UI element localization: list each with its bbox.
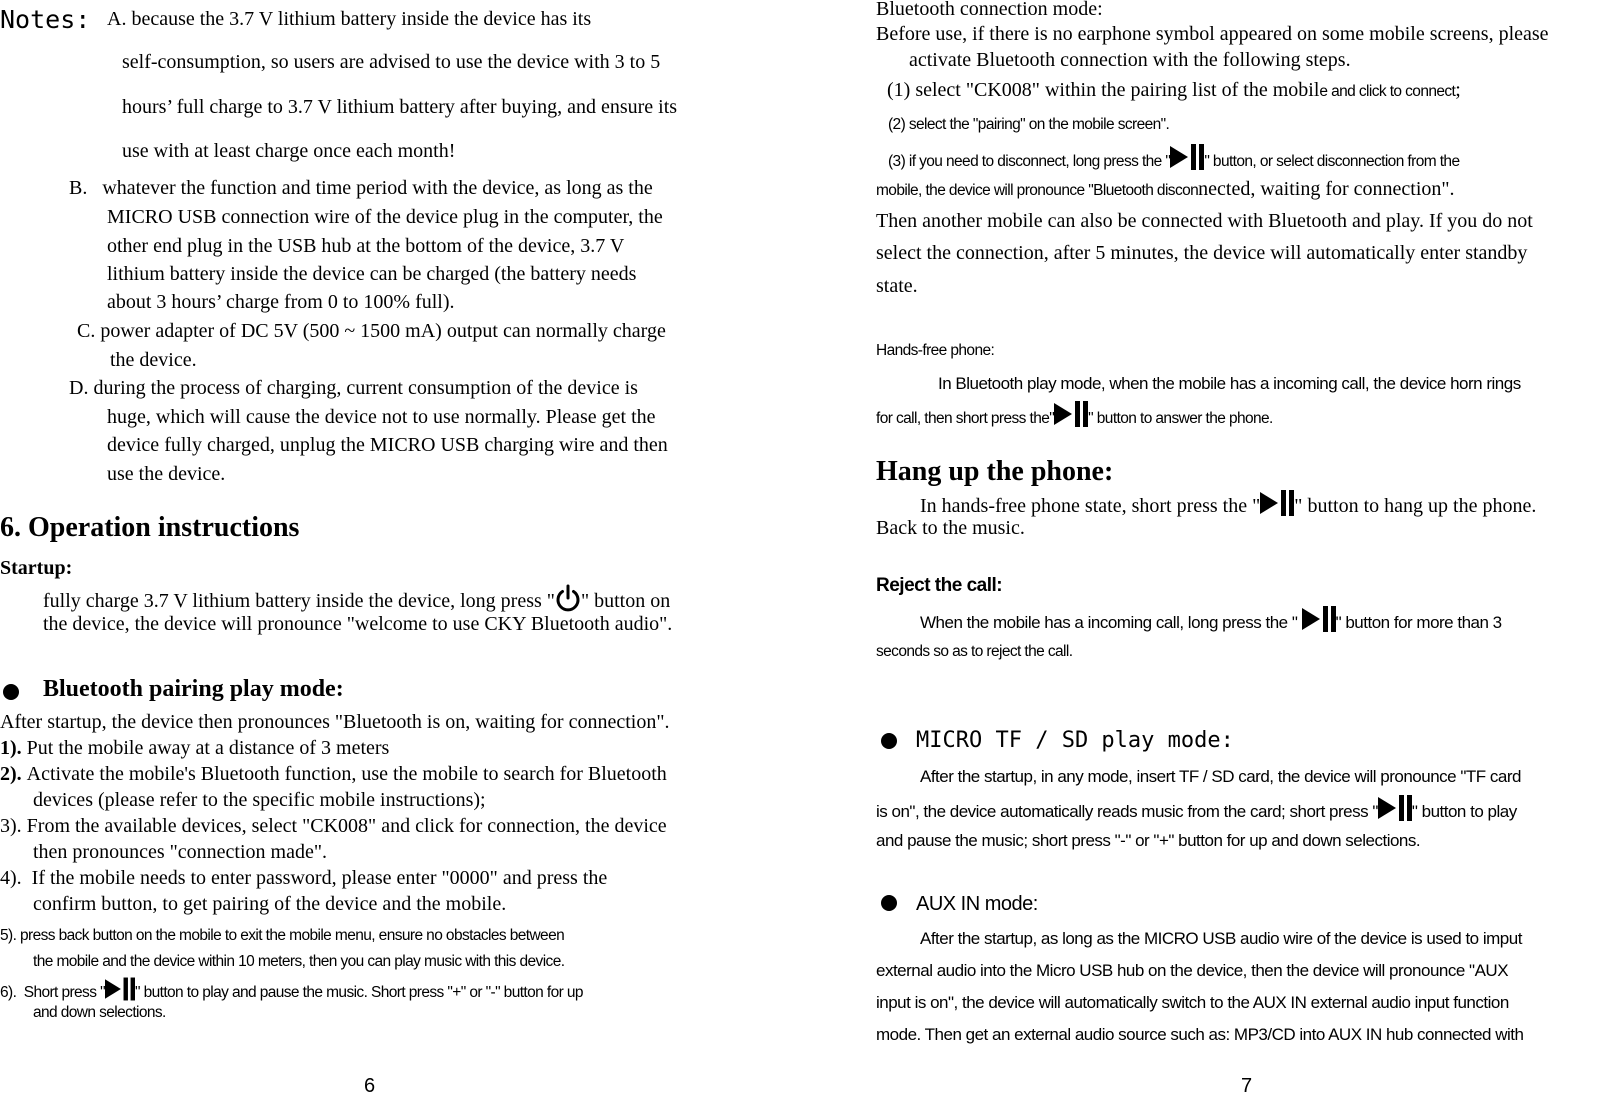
aux-line-4: mode. Then get an external audio source such as: MP3/CD into AUX IN hub connected with bbox=[876, 1025, 1524, 1044]
note-a-line-2: self-consumption, so users are advised to use the device with 3 to 5 bbox=[122, 51, 661, 73]
handsfree-title: Hands-free phone: bbox=[876, 342, 995, 359]
step-6-post: " button to play and pause the music. Short press "+" or "-" button for up bbox=[134, 984, 583, 1001]
note-a-line-3: hours’ full charge to 3.7 V lithium battery after buying, and ensure its bbox=[122, 96, 678, 118]
note-b-line-5: about 3 hours’ charge from 0 to 100% full). bbox=[107, 291, 455, 313]
bt-conn-step-1-a: (1) select "CK008" within the pairing list of the mobil bbox=[887, 79, 1320, 101]
bt-conn-para-2-line-1: Then another mobile can also be connected with Bluetooth and play. If you do not bbox=[876, 210, 1533, 232]
step-2-line-1 bbox=[0, 763, 667, 786]
play-pause-icon bbox=[105, 977, 135, 1001]
reject-line-1 bbox=[920, 606, 1502, 633]
startup-line-1-post: " button on bbox=[580, 590, 671, 612]
hangup-line-1-post: " button to hang up the phone. bbox=[1294, 495, 1537, 517]
startup-line-1 bbox=[43, 584, 670, 613]
note-a-line-4: use with at least charge once each month! bbox=[122, 140, 456, 162]
handsfree-line-1: In Bluetooth play mode, when the mobile has a incoming call, the device horn rings bbox=[938, 374, 1521, 393]
step-3-line-2: then pronounces "connection made". bbox=[33, 841, 328, 863]
handsfree-line-2-pre: for call, then short press the" bbox=[876, 410, 1055, 427]
note-c-line-2: the device. bbox=[110, 349, 197, 371]
tf-line-2-pre: is on", the device automatically reads music from the card; short press " bbox=[876, 802, 1378, 821]
bullet-icon bbox=[881, 895, 897, 916]
bt-conn-step-3-pre: (3) if you need to disconnect, long press the " bbox=[888, 153, 1171, 170]
handsfree-line-2-post: " button to answer the phone. bbox=[1088, 410, 1273, 427]
startup-line-1-pre: fully charge 3.7 V lithium battery inside the device, long press " bbox=[43, 590, 555, 612]
power-icon bbox=[555, 584, 581, 612]
startup-line-2: the device, the device will pronounce "welcome to use CKY Bluetooth audio". bbox=[43, 613, 673, 635]
page-number-right: 7 bbox=[1241, 1075, 1253, 1097]
bt-intro: After startup, the device then pronounces "Bluetooth is on, waiting for connection". bbox=[0, 711, 670, 733]
note-a-line-1: A. because the 3.7 V lithium battery inside the device has its bbox=[107, 8, 592, 30]
bt-conn-step-3-l2-b: nected, waiting for connection". bbox=[1198, 178, 1455, 200]
play-pause-icon bbox=[1170, 144, 1204, 170]
step-2-number: 2). bbox=[0, 763, 22, 785]
hangup-line-1 bbox=[920, 490, 1536, 518]
step-4-line-1: 4). If the mobile needs to enter password, please enter "0000" and press the bbox=[0, 867, 608, 889]
step-1-text: Put the mobile away at a distance of 3 meters bbox=[21, 737, 390, 759]
note-b-line-1: B. whatever the function and time period with the device, as long as the bbox=[69, 177, 653, 199]
bt-conn-step-1-c: ; bbox=[1455, 79, 1461, 101]
bt-conn-step-1 bbox=[887, 79, 1461, 102]
tf-line-2-post: " button to play bbox=[1411, 802, 1517, 821]
step-3-line-1: 3). From the available devices, select "CK008" and click for connection, the device bbox=[0, 815, 667, 837]
bt-conn-step-3-line-2 bbox=[876, 178, 1455, 201]
reject-line-2: seconds so as to reject the call. bbox=[876, 643, 1073, 660]
play-pause-icon bbox=[1302, 606, 1336, 632]
bt-conn-step-1-b: e and click to connect bbox=[1319, 83, 1456, 100]
bt-conn-step-3-l2-a: mobile, the device will pronounce "Bluetooth discon bbox=[876, 182, 1199, 199]
step-1-number: 1). bbox=[0, 737, 22, 759]
bullet-icon bbox=[881, 733, 897, 754]
note-d-line-3: device fully charged, unplug the MICRO USB charging wire and then bbox=[107, 434, 668, 456]
page-number-left: 6 bbox=[364, 1075, 376, 1097]
notes-label: Notes: bbox=[0, 5, 91, 34]
bt-conn-title: Bluetooth connection mode: bbox=[876, 0, 1103, 20]
step-2-line-2: devices (please refer to the specific mobile instructions); bbox=[33, 789, 486, 811]
aux-title: AUX IN mode: bbox=[916, 893, 1038, 915]
step-5-line-1: 5). press back button on the mobile to exit the mobile menu, ensure no obstacles between bbox=[0, 927, 565, 944]
tf-title: MICRO TF / SD play mode: bbox=[916, 728, 1234, 753]
play-pause-icon bbox=[1378, 795, 1412, 821]
hangup-title: Hang up the phone: bbox=[876, 456, 1114, 487]
play-pause-icon bbox=[1260, 490, 1294, 516]
handsfree-line-2 bbox=[876, 401, 1273, 428]
bt-conn-step-2: (2) select the "pairing" on the mobile screen". bbox=[888, 116, 1170, 133]
startup-label: Startup: bbox=[0, 557, 73, 579]
step-2-text: Activate the mobile's Bluetooth function, use the mobile to search for Bluetooth bbox=[21, 763, 667, 785]
bt-conn-step-3-line-1 bbox=[888, 144, 1459, 171]
tf-line-2 bbox=[876, 795, 1517, 822]
play-pause-icon bbox=[1054, 401, 1088, 427]
bt-pairing-heading: Bluetooth pairing play mode: bbox=[43, 676, 344, 702]
note-b-line-4: lithium battery inside the device can be charged (the battery needs bbox=[107, 263, 637, 285]
note-d-line-4: use the device. bbox=[107, 463, 226, 485]
hangup-line-1-pre: In hands-free phone state, short press the " bbox=[920, 495, 1261, 517]
step-6-line-1 bbox=[0, 977, 583, 1002]
section-title: 6. Operation instructions bbox=[0, 512, 300, 543]
note-b-line-2: MICRO USB connection wire of the device plug in the computer, the bbox=[107, 206, 663, 228]
step-1 bbox=[0, 737, 389, 760]
note-d-line-2: huge, which will cause the device not to use normally. Please get the bbox=[107, 406, 656, 428]
bt-conn-para-2-line-3: state. bbox=[876, 275, 918, 297]
step-6-pre: 6). Short press " bbox=[0, 984, 105, 1001]
bullet-icon bbox=[3, 684, 19, 705]
bt-conn-step-3-post: " button, or select disconnection from the bbox=[1204, 153, 1460, 170]
bt-conn-line-1: Before use, if there is no earphone symbol appeared on some mobile screens, please bbox=[876, 23, 1549, 45]
step-6-line-2: and down selections. bbox=[33, 1004, 166, 1021]
tf-line-3: and pause the music; short press "-" or "+" button for up and down selections. bbox=[876, 831, 1421, 850]
reject-line-1-post: " button for more than 3 bbox=[1335, 613, 1502, 632]
reject-line-1-pre: When the mobile has a incoming call, long press the " bbox=[920, 613, 1302, 632]
note-b-line-3: other end plug in the USB hub at the bottom of the device, 3.7 V bbox=[107, 235, 625, 257]
reject-title: Reject the call: bbox=[876, 575, 1003, 596]
note-d-line-1: D. during the process of charging, current consumption of the device is bbox=[69, 377, 638, 399]
note-c-line-1: C. power adapter of DC 5V (500 ~ 1500 mA) output can normally charge bbox=[77, 320, 666, 342]
tf-line-1: After the startup, in any mode, insert TF / SD card, the device will pronounce "TF card bbox=[920, 767, 1521, 786]
aux-line-1: After the startup, as long as the MICRO USB audio wire of the device is used to imput bbox=[920, 929, 1522, 948]
bt-conn-para-2-line-2: select the connection, after 5 minutes, the device will automatically enter standby bbox=[876, 242, 1528, 264]
step-4-line-2: confirm button, to get pairing of the device and the mobile. bbox=[33, 893, 507, 915]
hangup-line-2: Back to the music. bbox=[876, 517, 1025, 539]
step-5-line-2: the mobile and the device within 10 meters, then you can play music with this device. bbox=[33, 953, 565, 970]
aux-line-3: input is on", the device will automatically switch to the AUX IN external audio input function bbox=[876, 993, 1509, 1012]
bt-conn-line-2: activate Bluetooth connection with the following steps. bbox=[909, 49, 1351, 71]
aux-line-2: external audio into the Micro USB hub on the device, then the device will pronounce "AUX bbox=[876, 961, 1509, 980]
